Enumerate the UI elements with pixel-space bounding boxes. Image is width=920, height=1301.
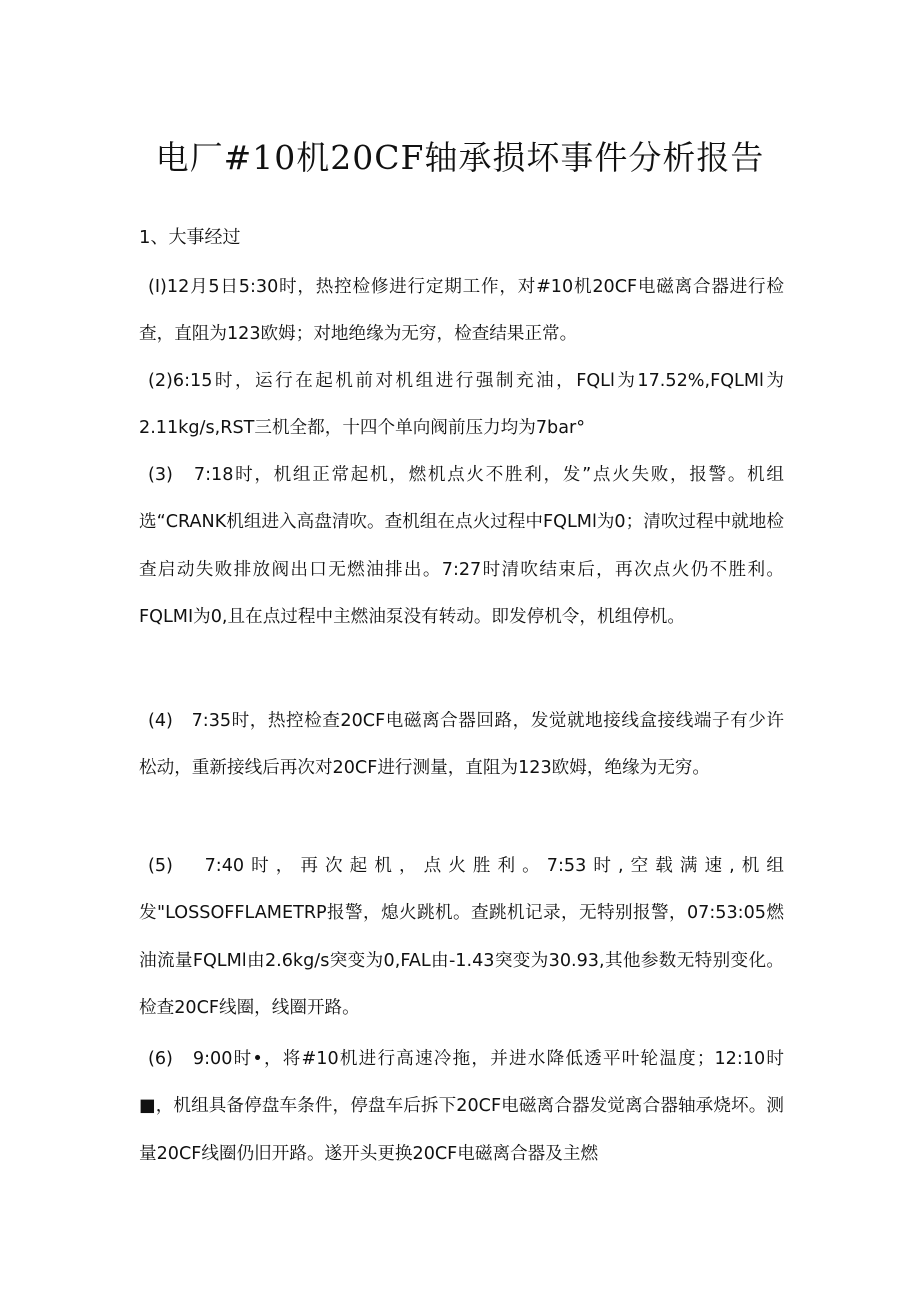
paragraph-4: (4) 7:35时，热控检查20CF电磁离合器回路，发觉就地接线盒接线端子有少许松动，重新接线后再次对20CF进行测量，直阻为123欧姆，绝缘为无穷。	[139, 711, 784, 779]
paragraph-2: (2)6:15时，运行在起机前对机组进行强制充油，FQLl为17.52%,FQLMl为2.11kg∕s,RST三机全都，十四个单向阀前压力均为7bar°	[139, 371, 784, 439]
paragraph-1: (I)12月5日5:30时，热控检修进行定期工作，对#10机20CF电磁离合器进行检查，直阻为123欧姆；对地绝缘为无穷，检查结果正常。	[139, 277, 784, 345]
paragraph-3: (3) 7:18时，机组正常起机，燃机点火不胜利，发”点火失败，报警。机组选“CRANK机组进入高盘清吹。查机组在点火过程中FQLMl为0；清吹过程中就地检查启动失败排放阀出口无燃油排出。7:27时清吹结束后，再次点火仍不胜利。FQLMI为0,且在点过程中主燃油泵没有转动。即发停机令，机组停机。	[139, 465, 784, 627]
section-heading: 1、大事经过	[139, 227, 241, 248]
document-title: 电厂#10机20CF轴承损坏事件分析报告	[155, 138, 765, 177]
paragraph-5: (5) 7:40时，再次起机，点火胜利。7:53时,空载满速,机组发"LOSSOFFLAMETRP报警，熄火跳机。查跳机记录，无特别报警，07:53:05燃油流量FQLMl由2.6kg∕s突变为0,FAL由-1.43突变为30.93,其他参数无特别变化。检查20CF线圈，线圈开路。	[139, 856, 784, 1018]
paragraph-6: (6) 9:00时•，将#10机进行高速冷拖，并进水降低透平叶轮温度；12:10时■，机组具备停盘车条件，停盘车后拆下20CF电磁离合器发觉离合器轴承烧坏。测量20CF线圈仍旧开路。遂开头更换20CF电磁离合器及主燃	[139, 1049, 784, 1164]
